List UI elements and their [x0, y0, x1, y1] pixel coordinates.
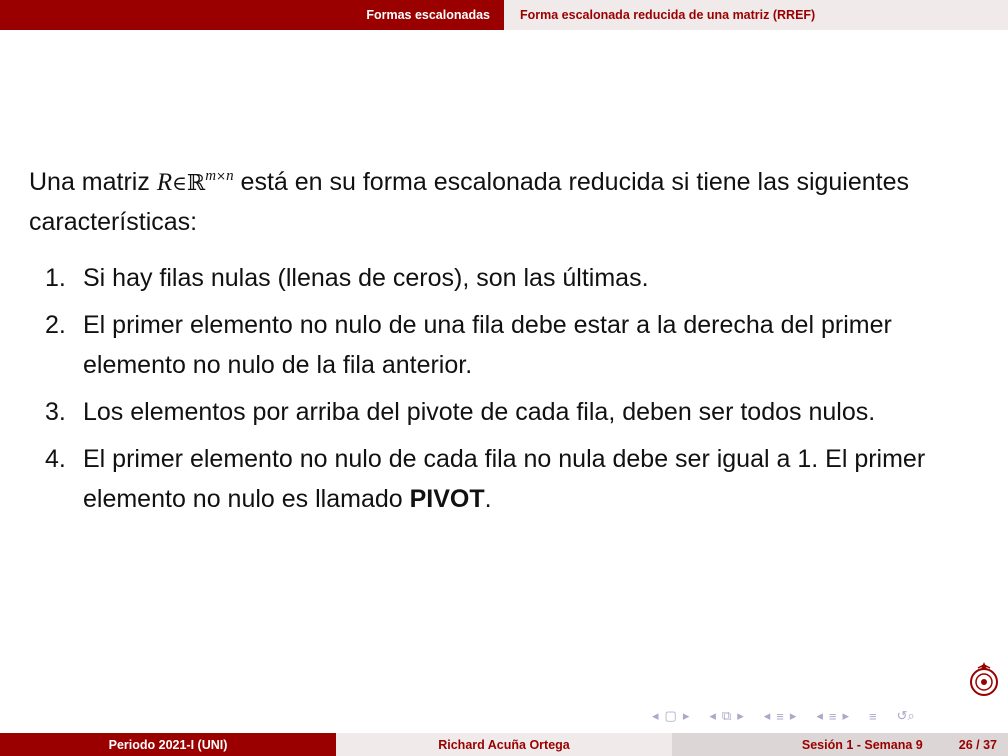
intro-text-before: Una matriz	[29, 168, 157, 196]
nav-section-next-icon[interactable]: ▸	[789, 708, 797, 723]
header-section[interactable]	[0, 0, 504, 30]
list-item-number: 4.	[45, 445, 66, 473]
nav-doc-next-icon[interactable]: ▸	[842, 708, 850, 723]
footer-session-label: Sesión 1 - Semana 9	[801, 737, 923, 752]
list-item-number: 3.	[45, 398, 66, 426]
math-exponent	[205, 168, 233, 184]
math-exp-times: ×	[216, 169, 227, 183]
rref-properties-list	[45, 258, 985, 526]
header-bar	[0, 0, 1008, 30]
list-item-end: .	[484, 485, 492, 513]
footer-author	[336, 733, 672, 756]
nav-doc-icon[interactable]: ≡	[828, 708, 837, 724]
list-item-text: Los elementos por arriba del pivote de cada fila, deben ser todos nulos.	[83, 398, 876, 426]
nav-frame-icon[interactable]: ▢	[664, 708, 677, 723]
list-item-number: 2.	[45, 311, 66, 339]
list-item	[45, 305, 985, 385]
intro-math	[157, 168, 234, 196]
math-set: ℝ	[186, 171, 206, 196]
list-item	[45, 439, 985, 519]
list-item	[45, 392, 985, 432]
list-item-number: 1.	[45, 264, 66, 292]
list-item	[45, 258, 985, 298]
nav-subsection-prev-icon[interactable]: ◂	[709, 708, 716, 723]
nav-subsection-next-icon[interactable]: ▸	[737, 708, 744, 723]
nav-subsection-icon[interactable]: ⧉	[721, 708, 732, 723]
list-item-text: Si hay filas nulas (llenas de ceros), son las últimas.	[83, 264, 649, 292]
beamer-navigation	[652, 706, 915, 726]
nav-doc-prev-icon[interactable]: ◂	[816, 708, 823, 723]
university-seal-icon	[968, 660, 1000, 700]
intro-text-after: está en su forma escalonada reducida si tiene las siguientes características:	[29, 168, 910, 236]
footer-session	[672, 733, 1008, 756]
intro-paragraph	[29, 163, 969, 242]
footer-bar	[0, 733, 1008, 756]
footer-period-label: Periodo 2021-I (UNI)	[108, 737, 228, 752]
math-var: R	[156, 169, 173, 196]
footer-period	[0, 733, 336, 756]
header-subsection-label[interactable]: Forma escalonada reducida de una matriz (RREF)	[520, 8, 816, 22]
header-section-label[interactable]: Formas escalonadas	[366, 8, 490, 22]
nav-frame-prev-icon[interactable]: ◂	[652, 708, 659, 723]
math-exp-n: n	[226, 168, 234, 184]
footer-author-label: Richard Acuña Ortega	[438, 737, 570, 752]
nav-frame-next-icon[interactable]: ▸	[682, 708, 690, 723]
math-element-of: ∈	[172, 171, 187, 195]
footer-page-number: 26 / 37	[958, 737, 997, 752]
list-item-text: El primer elemento no nulo de una fila debe estar a la derecha del primer elemento no nulo de la fila anterior.	[83, 311, 892, 379]
header-subsection[interactable]	[504, 0, 1008, 30]
pivot-term: PIVOT	[409, 485, 485, 513]
math-exp-m: m	[205, 168, 217, 184]
nav-search-icon[interactable]: ↺⌕	[896, 708, 915, 723]
nav-align-icon[interactable]: ≡	[869, 708, 877, 724]
nav-section-prev-icon[interactable]: ◂	[763, 708, 771, 723]
list-item-text: El primer elemento no nulo de cada fila no nula debe ser igual a 1. El primer elemento no nulo es llamado	[83, 445, 926, 513]
nav-section-icon[interactable]: ≡	[776, 708, 784, 724]
